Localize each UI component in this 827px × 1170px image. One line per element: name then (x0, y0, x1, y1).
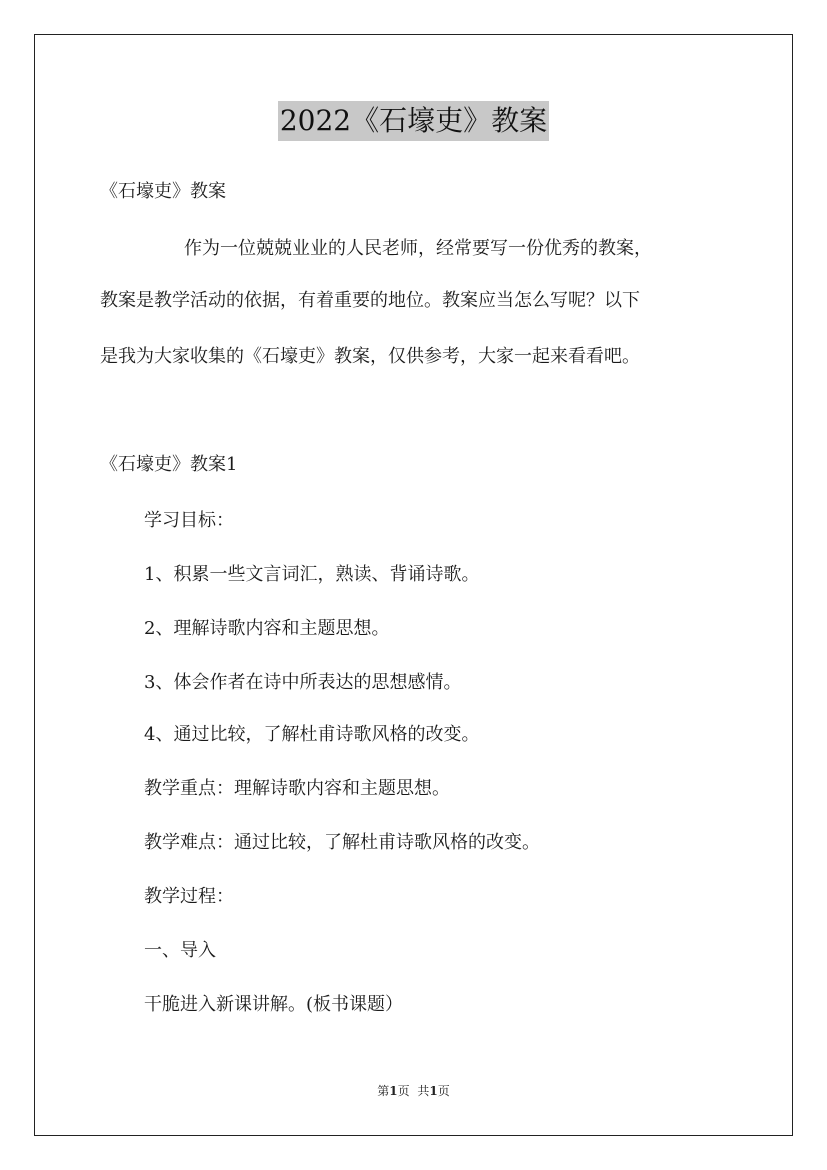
intro-line-2: 教案是教学活动的依据，有着重要的地位。教案应当怎么写呢？以下 (100, 290, 640, 311)
intro-line-1: 作为一位兢兢业业的人民老师，经常要写一份优秀的教案， (184, 238, 652, 259)
body-line-intro-step: 一、导入 (144, 940, 216, 961)
body-line-objective-4: 4、通过比较，了解杜甫诗歌风格的改变。 (144, 724, 480, 745)
footer-page-number: 1 (389, 1084, 398, 1098)
body-line-process: 教学过程： (144, 886, 234, 907)
footer-total-pages: 1 (429, 1084, 438, 1098)
body-line-objective-1: 1、积累一些文言词汇，熟读、背诵诗歌。 (144, 564, 480, 585)
body-line-lecture: 干脆进入新课讲解。(板书课题） (144, 994, 404, 1015)
body-line-difficulty: 教学难点：通过比较，了解杜甫诗歌风格的改变。 (144, 832, 540, 853)
page-footer (0, 1082, 827, 1099)
body-line-objective-3: 3、体会作者在诗中所表达的思想感情。 (144, 672, 462, 693)
document-title: 2022《石壕吏》教案 (278, 101, 549, 141)
body-line-objective-2: 2、理解诗歌内容和主题思想。 (144, 618, 390, 639)
body-line-objectives: 学习目标： (144, 510, 234, 531)
footer-page-suffix: 页 (397, 1084, 410, 1098)
footer-page-prefix: 第 (377, 1084, 390, 1098)
section-heading: 《石壕吏》教案1 (100, 454, 238, 475)
footer-total-prefix: 共 (417, 1084, 430, 1098)
document-title-block (0, 101, 827, 141)
footer-total-suffix: 页 (437, 1084, 450, 1098)
document-subtitle: 《石壕吏》教案 (100, 181, 226, 202)
intro-line-3: 是我为大家收集的《石壕吏》教案，仅供参考，大家一起来看看吧。 (100, 346, 640, 367)
body-line-key-point: 教学重点：理解诗歌内容和主题思想。 (144, 778, 450, 799)
